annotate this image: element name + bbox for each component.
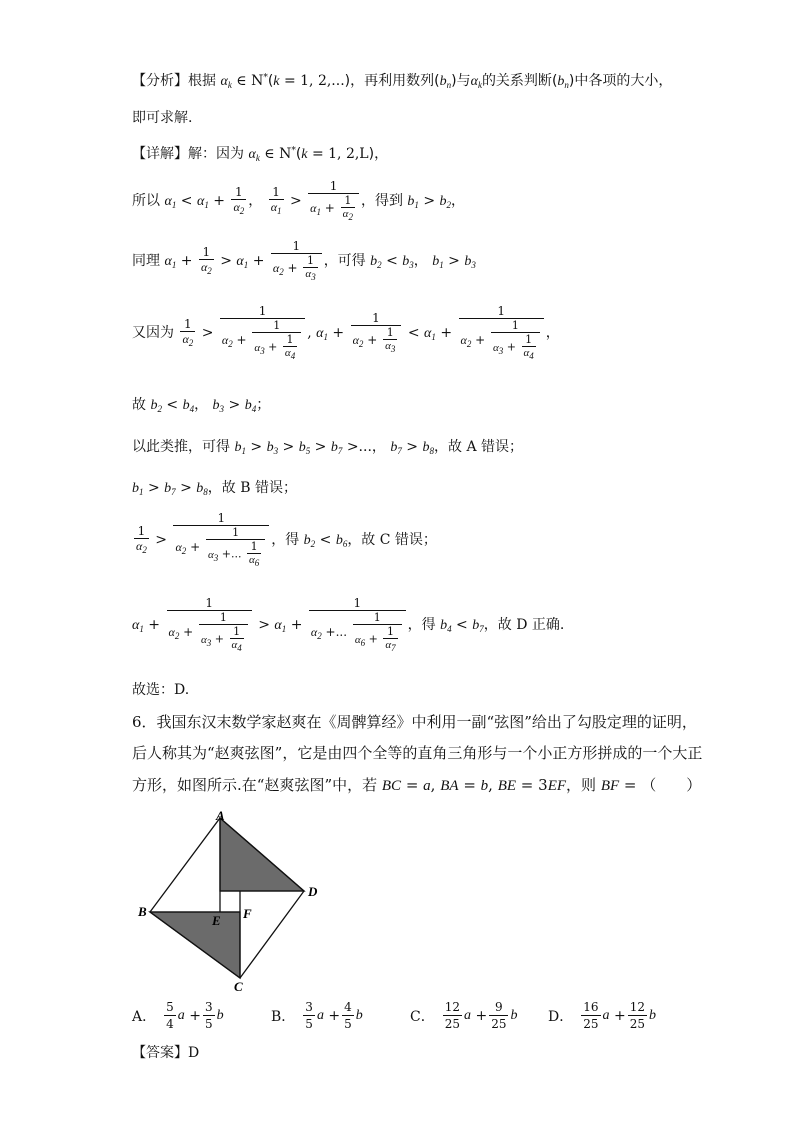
- step-4: 故 $b_2 < b_4$， $b_3 > b_4$；: [132, 397, 271, 414]
- label-d: D: [308, 884, 318, 899]
- label-e: E: [212, 913, 221, 928]
- label-c: C: [234, 979, 243, 994]
- choose-line: 故选：D.: [132, 682, 190, 698]
- step-5: 以此类推，可得 $b_1 > b_3 > b_5 > b_7$ >...， $b_7 > b_8$，故 A 错误；: [132, 439, 524, 456]
- analysis-line-2: 即可求解.: [132, 110, 193, 126]
- detail-tag: 【详解】: [132, 146, 188, 162]
- label-b: B: [138, 904, 147, 919]
- step-8: $\alpha_1$ + 1 $\alpha_2$ + 1 $\alpha_3$ + $\frac{1}{\alpha_4}$ > $\alpha_1$ + 1 $\alpha_2$ +... 1 $\alpha_6$ + $\frac{1}{\alpha_7}$ ，得 $b_4 < b_7$，故 D 正确.: [132, 596, 565, 653]
- step-6: $b_1 > b_7 > b_8$，故 B 错误；: [132, 480, 297, 497]
- question-line-1: 6．我国东汉末数学家赵爽在《周髀算经》中利用一副“弦图”给出了勾股定理的证明，: [132, 713, 697, 731]
- step-1: 所以 $\alpha_1 < \alpha_1$ + $\frac{1}{\alpha_2}$ ， $\frac{1}{\alpha_1}$ > 1 $\alpha_1$ + $\frac{1}{\alpha_2}$ ，得到 $b_1 > b_2$，: [132, 179, 466, 222]
- question-line-3: 方形，如图所示.在“赵爽弦图”中，若 BC = a, BA = b, BE = 3EF，则 BF = （ ）: [132, 776, 702, 794]
- answer-tag: 【答案】: [132, 1045, 188, 1061]
- question-line-2: 后人称其为“赵爽弦图”，它是由四个全等的直角三角形与一个小正方形拼成的一个大正: [132, 744, 703, 762]
- option-d[interactable]: D． $\frac{16}{25}$ a + $\frac{12}{25}$ b: [548, 1000, 656, 1031]
- step-3: 又因为 $\frac{1}{\alpha_2}$ > 1 $\alpha_2$ + 1 $\alpha_3$ + $\frac{1}{\alpha_4}$ , $\alpha_1$ + 1 $\alpha_2$ + $\frac{1}{\alpha_3}$ < $\alpha_1$ + 1 $\alpha_2$ + 1 $\alpha_3$ + $\frac{1}{\alpha_4}$ ，: [132, 304, 560, 361]
- label-a: A: [216, 808, 225, 823]
- label-f: F: [243, 906, 252, 921]
- analysis-line-1: 【分析】根据 $\alpha_k$ ∈ N*(k = 1, 2,...)，再利用数列$(b_n)$与$\alpha_k$的关系判断$(b_n)$中各项的大小，: [132, 73, 673, 90]
- option-b[interactable]: B． $\frac{3}{5}$ a + $\frac{4}{5}$ b: [271, 1000, 363, 1031]
- step-7: $\frac{1}{\alpha_2}$ > 1 $\alpha_2$ + 1 $\alpha_3$ +... $\frac{1}{\alpha_6}$ ，得 $b_2 < b_6$，故 C 错误；: [136, 511, 437, 568]
- answer-line: [132, 1046, 199, 1060]
- detail-line: 【详解】解：因为 $\alpha_k$ ∈ N*(k = 1, 2,L)，: [132, 146, 389, 163]
- zhao-shuang-figure: [130, 808, 330, 998]
- step-2: 同理 $\alpha_1$ + $\frac{1}{\alpha_2}$ > $\alpha_1$ + 1 $\alpha_2$ + $\frac{1}{\alpha_3}$ ，可得 $b_2 < b_3$， $b_1 > b_3$: [132, 239, 476, 282]
- option-a[interactable]: A． $\frac{5}{4}$ a + $\frac{3}{5}$ b: [132, 1000, 224, 1031]
- answer-value: D: [188, 1045, 200, 1061]
- option-c[interactable]: C． $\frac{12}{25}$ a + $\frac{9}{25}$ b: [410, 1000, 518, 1031]
- analysis-tag: 【分析】: [132, 73, 188, 89]
